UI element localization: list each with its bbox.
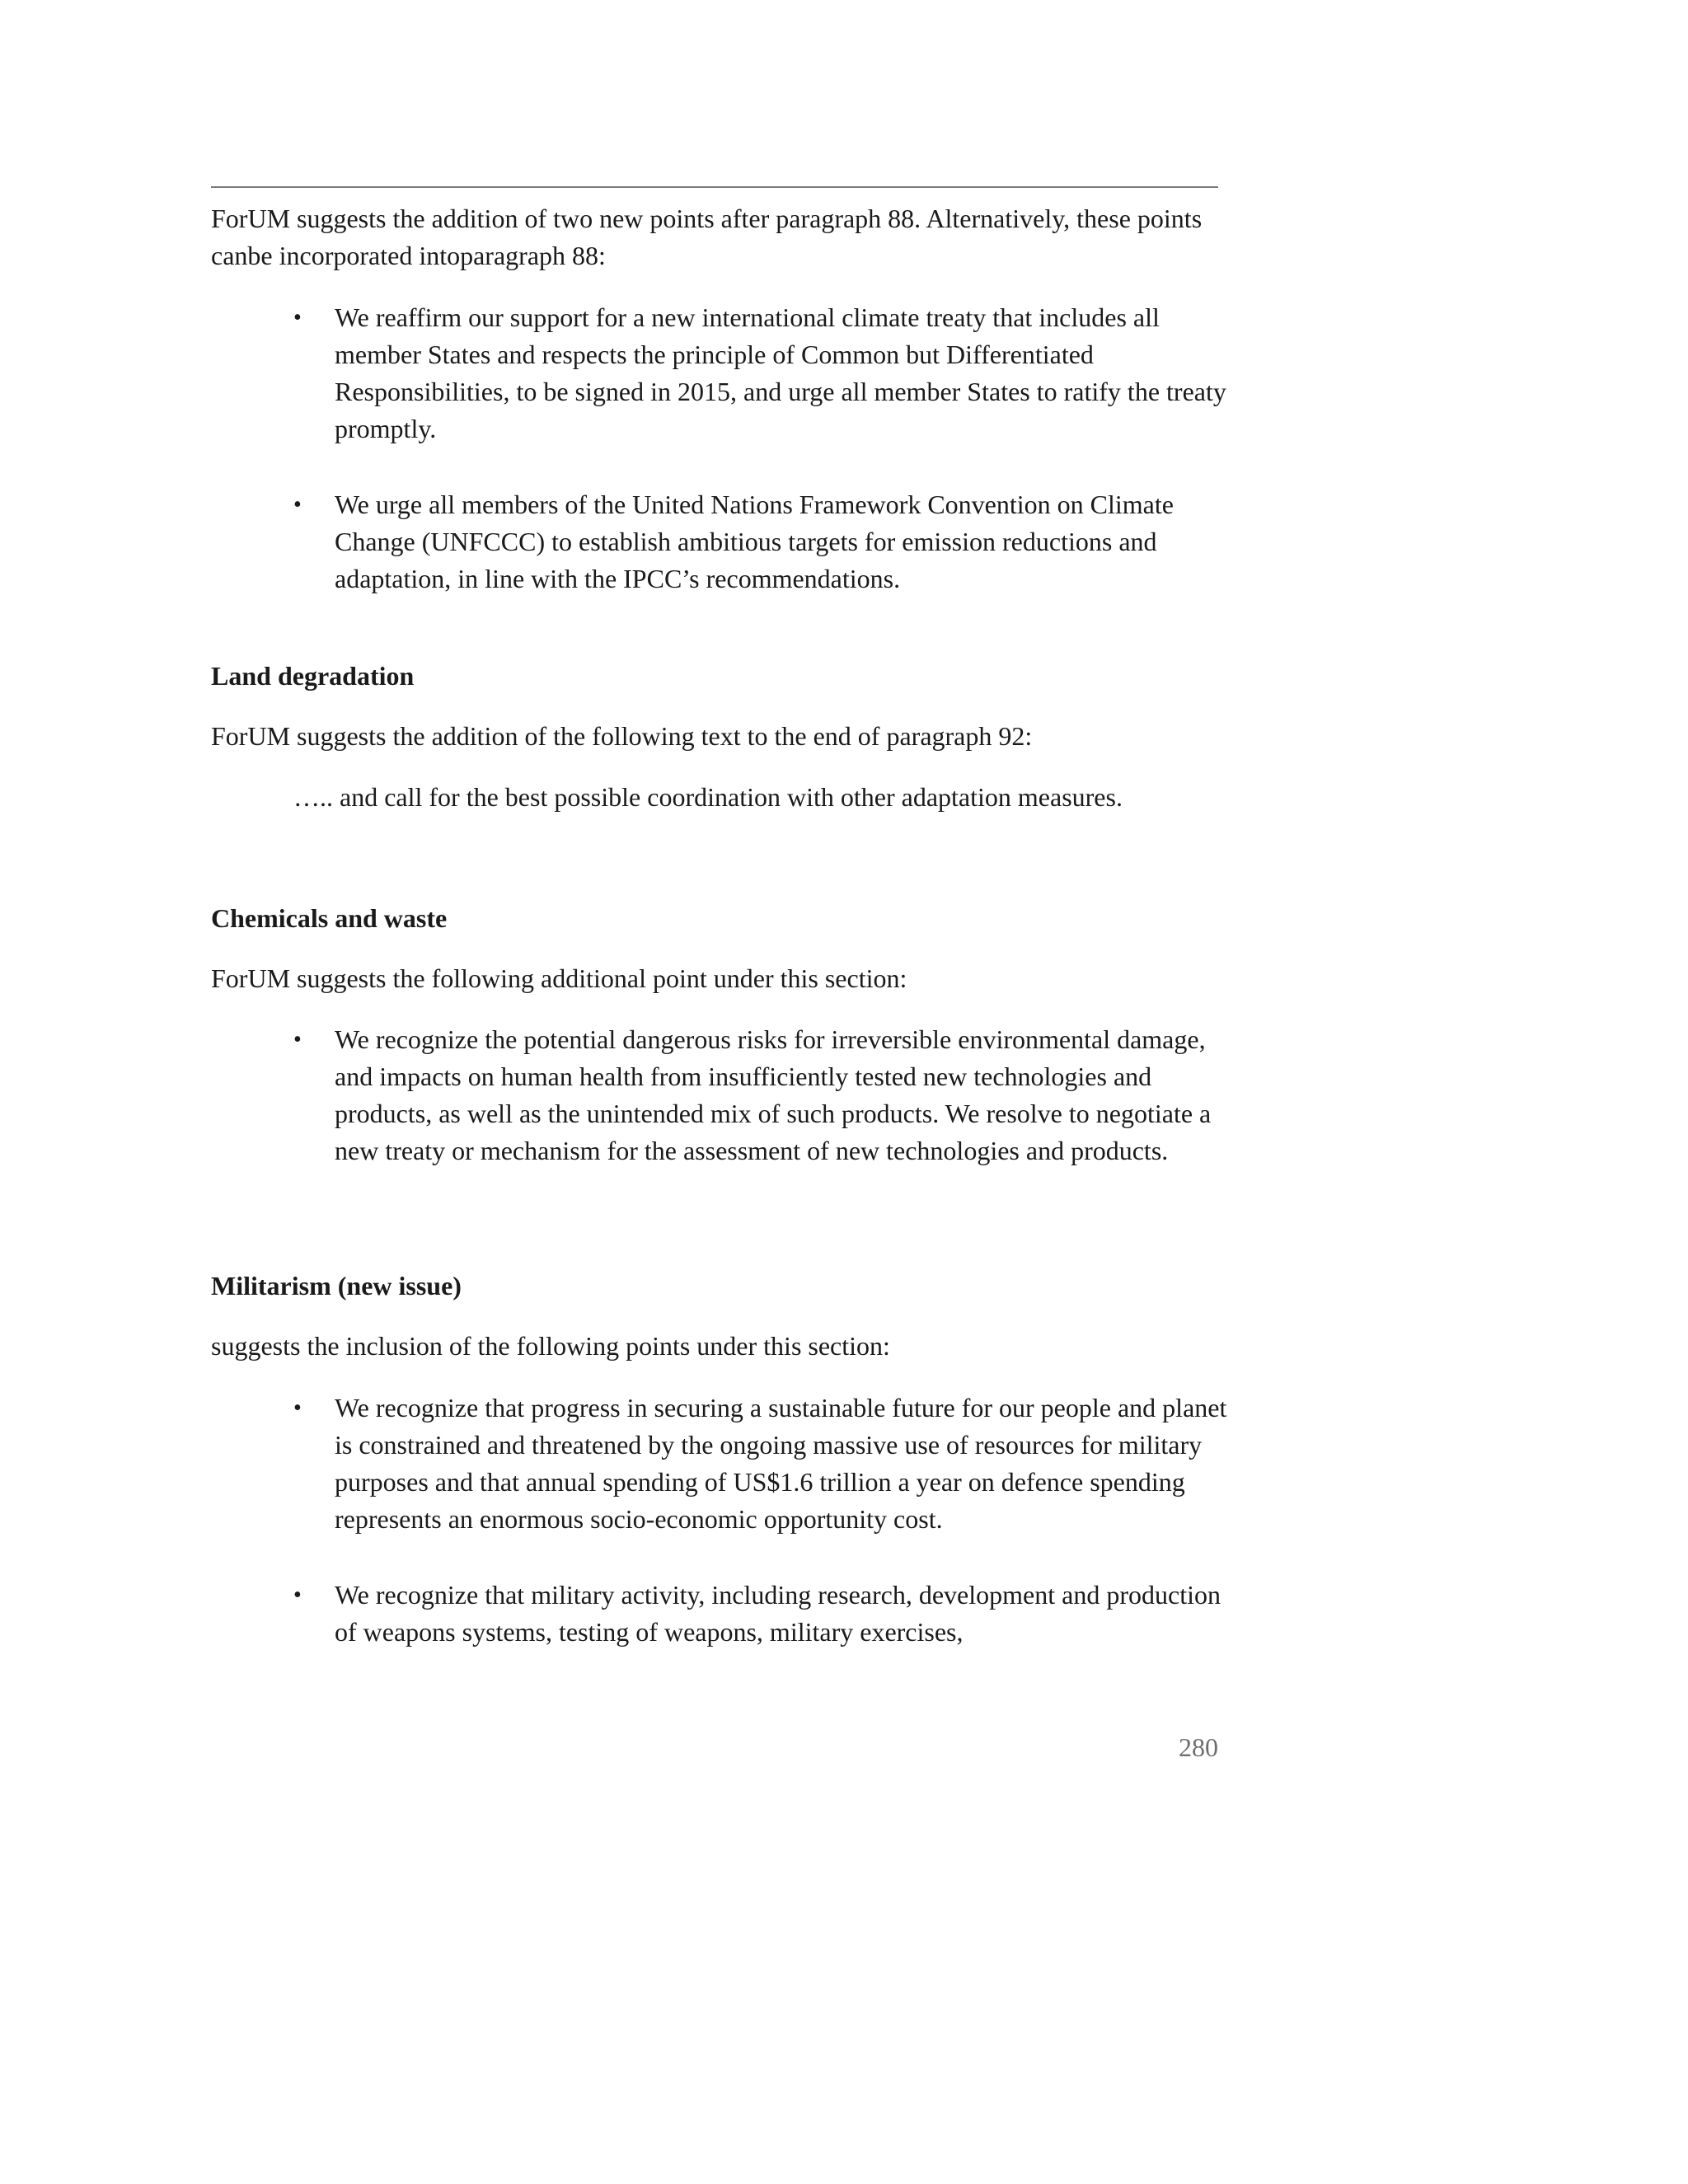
section-heading-militarism: Militarism (new issue): [211, 1271, 462, 1301]
bullet-text: We recognize that progress in securing a sustainable future for our people and planet is constrained and threatened by the ongoing massive use of resources for military purposes and that annual spending of US$1.6 trillion a year on defence spending represents an enormous socio-economic opportunity cost.: [335, 1393, 1227, 1534]
section-heading-land: Land degradation: [211, 661, 415, 691]
bullet-icon: •: [293, 1027, 302, 1052]
bullet-icon: •: [293, 492, 302, 518]
section-text-chemicals: ForUM suggests the following additional point under this section:: [211, 963, 907, 993]
bullet-text: We reaffirm our support for a new international climate treaty that includes all member States and respects the principle of Common but Differentiated Responsibilities, to be signed in 2015, and urge all member States to ratify the treaty promptly.: [335, 302, 1226, 443]
quoted-text-land: ….. and call for the best possible coordination with other adaptation measures.: [293, 782, 1123, 812]
bullet-text: We urge all members of the United Nations Framework Convention on Climate Change (UNFCCC) to establish ambitious targets for emission reductions and adaptation, in line with the IPCC’s recommendations.: [335, 490, 1174, 593]
section-heading-chemicals: Chemicals and waste: [211, 903, 448, 933]
bullet-icon: •: [293, 305, 302, 330]
bullet-text: We recognize that military activity, including research, development and production of weapons systems, testing of weapons, military exercises,: [335, 1580, 1221, 1647]
bullet-icon: •: [293, 1582, 302, 1608]
section-text-land: ForUM suggests the addition of the following text to the end of paragraph 92:: [211, 721, 1033, 751]
page-number: 280: [1179, 1732, 1218, 1762]
header-rule: [211, 186, 1218, 188]
bullet-text: We recognize the potential dangerous risks for irreversible environmental damage, and impacts on human health from insufficiently tested new technologies and products, as well as the unintended mix of such products. We resolve to negotiate a new treaty or mechanism for the assessment of new technologies and products.: [335, 1024, 1212, 1165]
section-text-militarism: suggests the inclusion of the following points under this section:: [211, 1331, 890, 1361]
intro-paragraph: ForUM suggests the addition of two new points after paragraph 88. Alternatively, these points canbe incorporated intoparagraph 88:: [211, 204, 1203, 270]
bullet-icon: •: [293, 1395, 302, 1421]
